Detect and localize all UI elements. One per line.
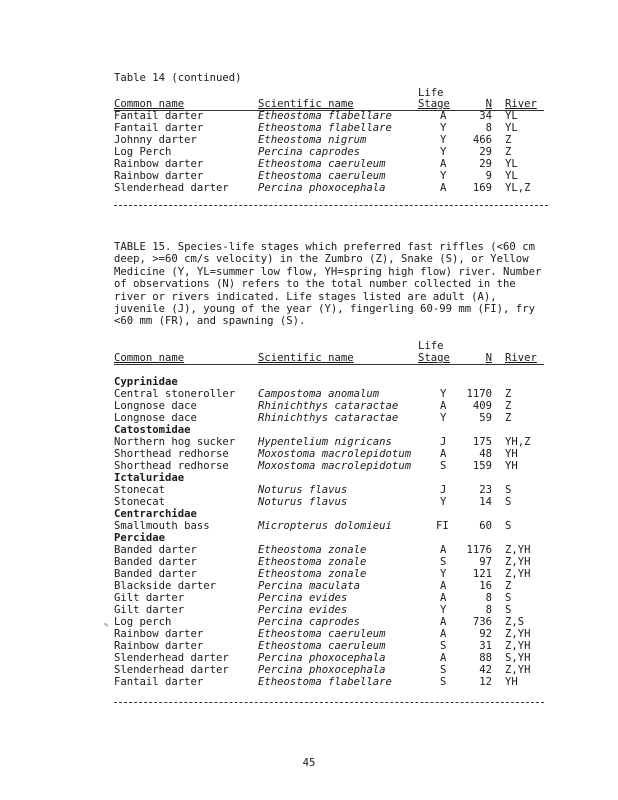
- t15-r4-river: YH: [505, 448, 518, 460]
- table15-life-header: Life: [418, 340, 444, 352]
- t14-r6-river: YL,Z: [505, 182, 531, 194]
- t14-r0-sci: Etheostoma flabellare: [258, 110, 392, 122]
- t14-r6-n: 169: [472, 182, 492, 194]
- t15-r19-n: 42: [479, 664, 492, 676]
- t15-r20-sci: Etheostoma flabellare: [258, 676, 392, 688]
- t14-r6-sci: Percina phoxocephala: [258, 182, 386, 194]
- t15-r6-river: S: [505, 484, 512, 496]
- table15-caption: TABLE 15. Species-life stages which preferred fast riffles (<60 cm deep, >=60 cm/s velocity) in the Zumbro (Z), Snake (S), or Yellow Medicine (Y, YL=summer low flow, YH=spring high flow) river. Number of observations (N) refers to the total number collected in the river or rivers indicated. Life stages listed are adult (A), juvenile (J), young of the year (Y), fingerling 60-99 mm (FI), fry <60 mm (FR), and spawning (S).: [114, 241, 542, 328]
- t15-r10-n: 97: [479, 556, 492, 568]
- t15-r4-stage: A: [440, 448, 447, 460]
- t15-r13-river: S: [505, 592, 512, 604]
- t15-r12-stage: A: [440, 580, 447, 592]
- t15-r10-stage: S: [440, 556, 447, 568]
- t15-r16-river: Z,YH: [505, 628, 531, 640]
- t15-r20-n: 12: [479, 676, 492, 688]
- t14-r2-common: Johnny darter: [114, 134, 197, 146]
- table14-common-header: Common name: [114, 98, 185, 110]
- t15-r17-stage: S: [440, 640, 447, 652]
- t15-r14-common: Gilt darter: [114, 604, 185, 616]
- t15-r18-stage: A: [440, 652, 447, 664]
- group-percidae: Percidae: [114, 532, 166, 544]
- t15-r14-river: S: [505, 604, 512, 616]
- t15-r4-n: 48: [479, 448, 492, 460]
- t15-r16-sci: Etheostoma caeruleum: [258, 628, 386, 640]
- t15-r16-n: 92: [479, 628, 492, 640]
- t14-r1-stage: Y: [440, 122, 447, 134]
- t15-r20-river: YH: [505, 676, 518, 688]
- t14-r2-river: Z: [505, 134, 512, 146]
- t15-r5-common: Shorthead redhorse: [114, 460, 229, 472]
- t15-r2-stage: Y: [440, 412, 447, 424]
- t14-r2-sci: Etheostoma nigrum: [258, 134, 367, 146]
- t14-r0-river: YL: [505, 110, 518, 122]
- t15-r13-n: 8: [485, 592, 492, 604]
- table15-scientific-header: Scientific name: [258, 352, 354, 364]
- t15-r15-sci: Percina caprodes: [258, 616, 361, 628]
- t15-r16-stage: A: [440, 628, 447, 640]
- t14-r4-stage: A: [440, 158, 447, 170]
- table14-n-header: N: [485, 98, 492, 110]
- group-cyprinidae: Cyprinidae: [114, 376, 178, 388]
- t15-r5-stage: S: [440, 460, 447, 472]
- table14-river-header: River: [505, 98, 537, 110]
- t15-r8-n: 60: [479, 520, 492, 532]
- t15-r2-common: Longnose dace: [114, 412, 197, 424]
- table15-n-header: N: [485, 352, 492, 364]
- t15-r1-river: Z: [505, 400, 512, 412]
- t15-r0-common: Central stoneroller: [114, 388, 236, 400]
- t14-r5-n: 9: [485, 170, 492, 182]
- t14-r4-sci: Etheostoma caeruleum: [258, 158, 386, 170]
- t15-r15-common: Log perch: [114, 616, 172, 628]
- t15-r13-common: Gilt darter: [114, 592, 185, 604]
- t15-r11-stage: Y: [440, 568, 447, 580]
- t15-r1-stage: A: [440, 400, 447, 412]
- table14-title: Table 14 (continued): [114, 72, 242, 84]
- t15-r19-stage: S: [440, 664, 447, 676]
- t15-r7-river: S: [505, 496, 512, 508]
- t14-r3-stage: Y: [440, 146, 447, 158]
- t15-r12-sci: Percina maculata: [258, 580, 361, 592]
- table15-common-header: Common name: [114, 352, 185, 364]
- t15-r5-river: YH: [505, 460, 518, 472]
- table14-scientific-header: Scientific name: [258, 98, 354, 110]
- t14-r5-river: YL: [505, 170, 518, 182]
- t15-r18-sci: Percina phoxocephala: [258, 652, 386, 664]
- t15-r7-sci: Noturus flavus: [258, 496, 348, 508]
- group-ictaluridae: Ictaluridae: [114, 472, 185, 484]
- t15-r19-common: Slenderhead darter: [114, 664, 229, 676]
- t15-r8-sci: Micropterus dolomieui: [258, 520, 392, 532]
- t14-r3-n: 29: [479, 146, 492, 158]
- t14-r4-river: YL: [505, 158, 518, 170]
- t15-r14-sci: Percina evides: [258, 604, 348, 616]
- t14-r6-common: Slenderhead darter: [114, 182, 229, 194]
- t15-r1-common: Longnose dace: [114, 400, 197, 412]
- t15-r2-river: Z: [505, 412, 512, 424]
- t14-r1-sci: Etheostoma flabellare: [258, 122, 392, 134]
- table15-stage-header: Stage: [418, 352, 450, 364]
- t14-r1-river: YL: [505, 122, 518, 134]
- page-number: 45: [302, 757, 316, 769]
- t15-r18-n: 88: [479, 652, 492, 664]
- t15-r6-n: 23: [479, 484, 492, 496]
- t15-r4-sci: Moxostoma macrolepidotum: [258, 448, 412, 460]
- margin-mark: ✎: [104, 621, 109, 629]
- t15-r2-n: 59: [479, 412, 492, 424]
- t15-r12-common: Blackside darter: [114, 580, 217, 592]
- t14-r3-common: Log Perch: [114, 146, 172, 158]
- t14-r0-n: 34: [479, 110, 492, 122]
- t15-r9-stage: A: [440, 544, 447, 556]
- t15-r12-n: 16: [479, 580, 492, 592]
- group-centrarchidae: Centrarchidae: [114, 508, 197, 520]
- t15-r19-sci: Percina phoxocephala: [258, 664, 386, 676]
- t15-r0-river: Z: [505, 388, 512, 400]
- table15-header-rule: [114, 364, 544, 365]
- t15-r10-sci: Etheostoma zonale: [258, 556, 367, 568]
- t14-r5-stage: Y: [440, 170, 447, 182]
- t15-r14-n: 8: [485, 604, 492, 616]
- t14-r3-sci: Percina caprodes: [258, 146, 361, 158]
- t14-r6-stage: A: [440, 182, 447, 194]
- t14-r2-n: 466: [472, 134, 492, 146]
- t15-r3-stage: J: [440, 436, 447, 448]
- t15-r1-sci: Rhinichthys cataractae: [258, 400, 399, 412]
- t14-r4-common: Rainbow darter: [114, 158, 204, 170]
- t15-r8-river: S: [505, 520, 512, 532]
- t15-r11-sci: Etheostoma zonale: [258, 568, 367, 580]
- t15-r14-stage: Y: [440, 604, 447, 616]
- t15-r0-stage: Y: [440, 388, 447, 400]
- t14-r3-river: Z: [505, 146, 512, 158]
- t14-r1-n: 8: [485, 122, 492, 134]
- t15-r8-stage: FI: [436, 520, 449, 532]
- t15-r15-stage: A: [440, 616, 447, 628]
- t15-r9-common: Banded darter: [114, 544, 197, 556]
- t15-r8-common: Smallmouth bass: [114, 520, 210, 532]
- t15-r6-stage: J: [440, 484, 447, 496]
- t14-r2-stage: Y: [440, 134, 447, 146]
- t15-r6-common: Stonecat: [114, 484, 166, 496]
- t14-r4-n: 29: [479, 158, 492, 170]
- t14-r5-sci: Etheostoma caeruleum: [258, 170, 386, 182]
- t15-r7-stage: Y: [440, 496, 447, 508]
- t15-r18-river: S,YH: [505, 652, 531, 664]
- t15-r15-river: Z,S: [505, 616, 525, 628]
- t15-r10-common: Banded darter: [114, 556, 197, 568]
- t15-r9-n: 1176: [466, 544, 492, 556]
- t14-r1-common: Fantail darter: [114, 122, 204, 134]
- table15-river-header: River: [505, 352, 537, 364]
- t15-r0-sci: Campostoma anomalum: [258, 388, 380, 400]
- t15-r9-sci: Etheostoma zonale: [258, 544, 367, 556]
- group-catostomidae: Catostomidae: [114, 424, 191, 436]
- t14-r5-common: Rainbow darter: [114, 170, 204, 182]
- t15-r19-river: Z,YH: [505, 664, 531, 676]
- t15-r17-sci: Etheostoma caeruleum: [258, 640, 386, 652]
- t15-r13-sci: Percina evides: [258, 592, 348, 604]
- t15-r12-river: Z: [505, 580, 512, 592]
- t14-r0-stage: A: [440, 110, 447, 122]
- t15-r13-stage: A: [440, 592, 447, 604]
- t15-r17-common: Rainbow darter: [114, 640, 204, 652]
- t15-r17-river: Z,YH: [505, 640, 531, 652]
- table14-stage-header: Stage: [418, 98, 450, 110]
- t15-r5-n: 159: [472, 460, 492, 472]
- table15-bottom-rule: [114, 702, 544, 703]
- t15-r7-n: 14: [479, 496, 492, 508]
- t15-r0-n: 1170: [466, 388, 492, 400]
- t15-r16-common: Rainbow darter: [114, 628, 204, 640]
- t15-r5-sci: Moxostoma macrolepidotum: [258, 460, 412, 472]
- t15-r6-sci: Noturus flavus: [258, 484, 348, 496]
- t15-r3-river: YH,Z: [505, 436, 531, 448]
- t15-r15-n: 736: [472, 616, 492, 628]
- t15-r7-common: Stonecat: [114, 496, 166, 508]
- t15-r9-river: Z,YH: [505, 544, 531, 556]
- t15-r3-sci: Hypentelium nigricans: [258, 436, 392, 448]
- t15-r11-common: Banded darter: [114, 568, 197, 580]
- t15-r10-river: Z,YH: [505, 556, 531, 568]
- t15-r11-river: Z,YH: [505, 568, 531, 580]
- t15-r17-n: 31: [479, 640, 492, 652]
- t15-r20-stage: S: [440, 676, 447, 688]
- t14-r0-common: Fantail darter: [114, 110, 204, 122]
- t15-r11-n: 121: [472, 568, 492, 580]
- t15-r20-common: Fantail darter: [114, 676, 204, 688]
- t15-r3-n: 175: [472, 436, 492, 448]
- table14-life-header: Life: [418, 87, 444, 99]
- t15-r18-common: Slenderhead darter: [114, 652, 229, 664]
- t15-r3-common: Northern hog sucker: [114, 436, 236, 448]
- table14-bottom-rule: [114, 205, 548, 206]
- t15-r1-n: 409: [472, 400, 492, 412]
- t15-r4-common: Shorthead redhorse: [114, 448, 229, 460]
- t15-r2-sci: Rhinichthys cataractae: [258, 412, 399, 424]
